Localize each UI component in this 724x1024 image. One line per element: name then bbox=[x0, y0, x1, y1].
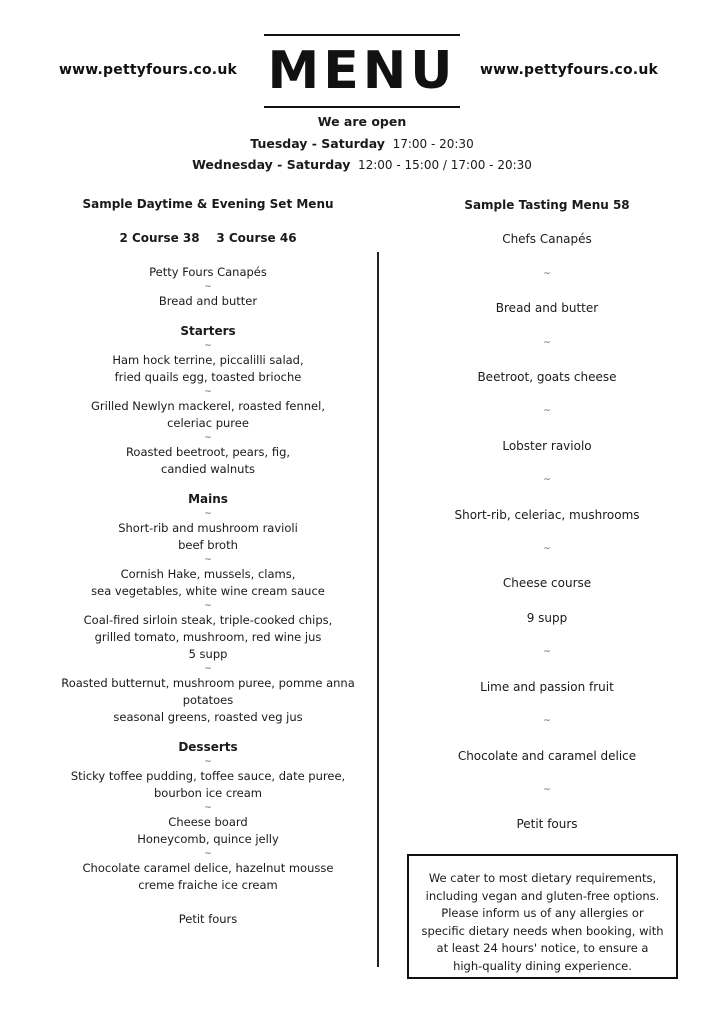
starter-1: Ham hock terrine, piccalilli salad, bbox=[112, 353, 304, 367]
opening-line-1: Tuesday - Saturday 17:00 - 20:30 bbox=[250, 136, 474, 151]
main-4: potatoes bbox=[182, 693, 234, 707]
main-3-supp: 5 supp bbox=[188, 647, 228, 661]
starter-3: candied walnuts bbox=[161, 462, 255, 476]
main-3: Coal-fired sirloin steak, triple-cooked chips, bbox=[83, 613, 333, 627]
main-4: Roasted butternut, mushroom puree, pomme anna bbox=[61, 676, 355, 690]
dessert-2: Cheese board bbox=[168, 815, 248, 829]
tasting-menu-title: Sample Tasting Menu 58 bbox=[464, 198, 630, 212]
separator: ~ bbox=[204, 433, 212, 443]
main-2: sea vegetables, white wine cream sauce bbox=[91, 584, 325, 598]
separator: ~ bbox=[543, 406, 551, 417]
website-link-left[interactable]: www.pettyfours.co.uk bbox=[59, 62, 237, 78]
separator: ~ bbox=[543, 544, 551, 555]
website-link-right[interactable]: www.pettyfours.co.uk bbox=[480, 62, 658, 78]
tasting-item: Cheese course bbox=[502, 576, 592, 591]
tasting-item: Beetroot, goats cheese bbox=[477, 370, 617, 385]
petit-fours: Petit fours bbox=[178, 912, 238, 926]
mains-heading: Mains bbox=[188, 492, 228, 506]
separator: ~ bbox=[543, 268, 551, 279]
desserts-heading: Desserts bbox=[178, 740, 238, 754]
separator: ~ bbox=[204, 509, 212, 519]
opening-line-2: Wednesday - Saturday 12:00 - 15:00 / 17:00 - 20:30 bbox=[192, 157, 532, 172]
main-1: beef broth bbox=[178, 538, 238, 552]
set-menu-title: Sample Daytime & Evening Set Menu bbox=[82, 197, 334, 211]
separator: ~ bbox=[543, 784, 551, 795]
separator: ~ bbox=[204, 387, 212, 397]
set-menu-column bbox=[60, 196, 356, 928]
dessert-1: bourbon ice cream bbox=[153, 786, 262, 800]
separator: ~ bbox=[204, 664, 212, 674]
main-4: seasonal greens, roasted veg jus bbox=[113, 710, 303, 724]
starter-1: fried quails egg, toasted brioche bbox=[114, 370, 302, 384]
menu-title bbox=[264, 34, 460, 108]
opening-heading: We are open bbox=[317, 114, 407, 129]
separator: ~ bbox=[204, 341, 212, 351]
separator: ~ bbox=[204, 282, 212, 292]
dessert-2: Honeycomb, quince jelly bbox=[137, 832, 279, 846]
separator: ~ bbox=[543, 337, 551, 348]
separator: ~ bbox=[204, 757, 212, 767]
bread: Bread and butter bbox=[158, 294, 258, 308]
dietary-notice-text: We cater to most dietary requirements, including vegan and gluten-free options. Please inform us of any allergies or specific dietary needs when booking, with at least 24 hours' notice, to ensure a high-quality dining experience. bbox=[421, 871, 664, 973]
tasting-item: Lobster raviolo bbox=[502, 438, 592, 453]
starter-2: celeriac puree bbox=[167, 416, 249, 430]
separator: ~ bbox=[204, 803, 212, 813]
separator: ~ bbox=[204, 849, 212, 859]
tasting-item: Short-rib, celeriac, mushrooms bbox=[454, 507, 640, 522]
separator: ~ bbox=[543, 647, 551, 658]
dessert-1: Sticky toffee pudding, toffee sauce, date puree, bbox=[70, 769, 346, 783]
starter-3: Roasted beetroot, pears, fig, bbox=[125, 445, 291, 459]
tasting-item: Chefs Canapés bbox=[502, 232, 592, 247]
dessert-3: Chocolate caramel delice, hazelnut mousse bbox=[82, 861, 334, 875]
dessert-3: creme fraiche ice cream bbox=[138, 878, 278, 892]
dietary-notice bbox=[407, 854, 678, 979]
cheese-supp: 9 supp bbox=[526, 610, 568, 625]
starter-2: Grilled Newlyn mackerel, roasted fennel, bbox=[91, 399, 325, 413]
tasting-item: Bread and butter bbox=[495, 301, 599, 316]
tasting-item: Petit fours bbox=[516, 817, 578, 832]
column-divider bbox=[377, 252, 379, 967]
separator: ~ bbox=[204, 555, 212, 565]
separator: ~ bbox=[204, 601, 212, 611]
main-1: Short-rib and mushroom ravioli bbox=[118, 521, 298, 535]
separator: ~ bbox=[543, 475, 551, 486]
main-2: Cornish Hake, mussels, clams, bbox=[120, 567, 296, 581]
menu-title-text: MENU bbox=[267, 41, 457, 101]
tasting-menu-column bbox=[420, 197, 674, 834]
set-menu-prices: 2 Course 38 3 Course 46 bbox=[119, 231, 297, 245]
main-3: grilled tomato, mushroom, red wine jus bbox=[94, 630, 322, 644]
separator: ~ bbox=[543, 716, 551, 727]
tasting-item: Chocolate and caramel delice bbox=[457, 748, 637, 763]
canapes: Petty Fours Canapés bbox=[149, 265, 267, 279]
tasting-item: Lime and passion fruit bbox=[480, 679, 614, 694]
starters-heading: Starters bbox=[180, 324, 236, 338]
